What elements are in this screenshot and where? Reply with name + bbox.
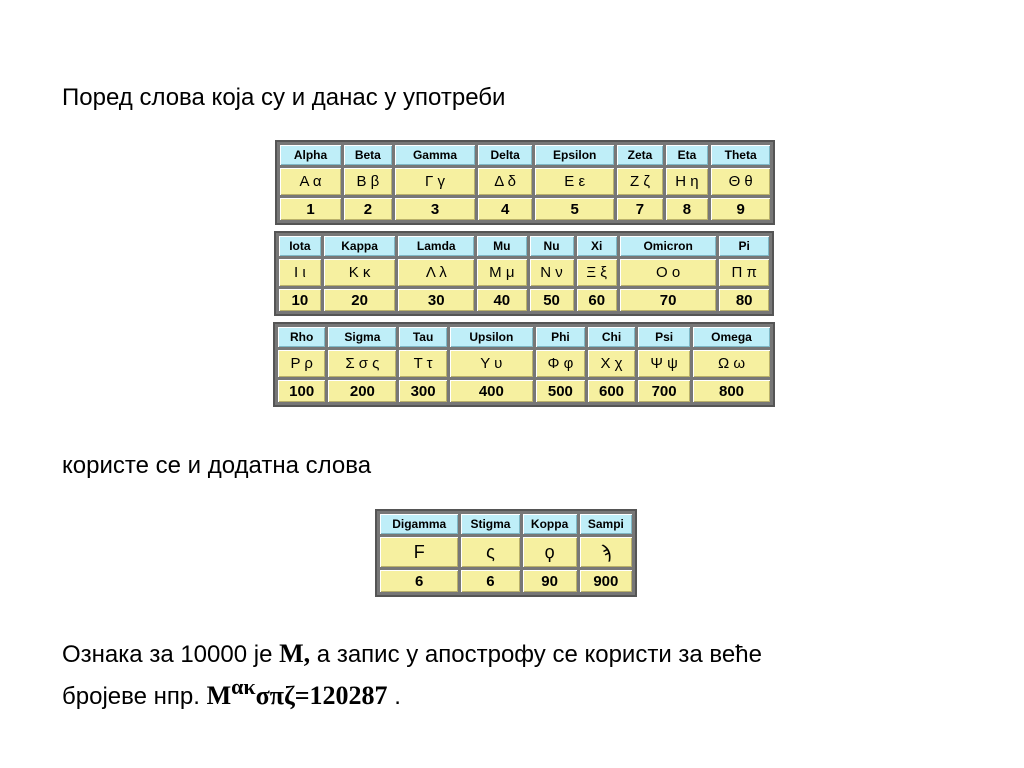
letter-name-cell: Gamma [395, 145, 476, 165]
table-row [278, 350, 770, 377]
letter-glyph-cell: Ρ ρ [278, 350, 325, 377]
table-row [278, 380, 770, 402]
letter-name-cell: Kappa [324, 236, 396, 256]
letter-name-cell: Iota [279, 236, 321, 256]
numeric-value-cell: 1 [280, 198, 341, 220]
numeric-value-cell: 9 [711, 198, 770, 220]
notation-text-b: а запис у апострофу се користи за веће [310, 641, 762, 668]
table-row [380, 514, 632, 534]
letter-glyph-cell: Υ υ [450, 350, 533, 377]
numeric-value-cell: 6 [380, 570, 458, 592]
letter-glyph-cell: Λ λ [398, 259, 474, 286]
greek-table-3 [273, 322, 775, 407]
letter-name-cell: Sigma [328, 327, 396, 347]
letter-glyph-cell: ϡ [580, 537, 632, 567]
letter-name-cell: Koppa [523, 514, 577, 534]
letter-name-cell: Stigma [461, 514, 519, 534]
additional-letters-line: користе се и додатна слова [62, 452, 372, 479]
letter-name-cell: Chi [588, 327, 635, 347]
numeric-value-cell: 8 [666, 198, 709, 220]
intro-line: Поред слова која су и данас у употреби [62, 84, 506, 111]
numeric-value-cell: 200 [328, 380, 396, 402]
letter-name-cell: Upsilon [450, 327, 533, 347]
letter-glyph-cell: Ω ω [693, 350, 770, 377]
example-myriad: М [206, 681, 232, 710]
letter-glyph-cell: Ο ο [620, 259, 716, 286]
letter-name-cell: Epsilon [535, 145, 614, 165]
letter-glyph-cell: Η η [666, 168, 709, 195]
letter-glyph-cell: Χ χ [588, 350, 635, 377]
numeric-value-cell: 6 [461, 570, 519, 592]
letter-name-cell: Zeta [617, 145, 662, 165]
example-text: бројеве нпр. [62, 683, 207, 710]
letter-name-cell: Alpha [280, 145, 341, 165]
letter-glyph-cell: Π π [719, 259, 769, 286]
numeric-value-cell: 300 [399, 380, 446, 402]
letter-glyph-cell: Ε ε [535, 168, 614, 195]
letter-glyph-cell: Δ δ [478, 168, 532, 195]
numeric-value-cell: 20 [324, 289, 396, 311]
numeric-value-cell: 10 [279, 289, 321, 311]
table-row [279, 236, 769, 256]
letter-name-cell: Xi [577, 236, 617, 256]
letter-name-cell: Phi [536, 327, 585, 347]
letter-glyph-cell: Μ μ [477, 259, 526, 286]
numeric-value-cell: 5 [535, 198, 614, 220]
letter-glyph-cell: Τ τ [399, 350, 446, 377]
table-row [279, 259, 769, 286]
letter-glyph-cell: Κ κ [324, 259, 396, 286]
letter-glyph-cell: F [380, 537, 458, 567]
numeric-value-cell: 500 [536, 380, 585, 402]
letter-glyph-cell: ϙ [523, 537, 577, 567]
letter-name-cell: Rho [278, 327, 325, 347]
table-row [380, 570, 632, 592]
letter-name-cell: Lamda [398, 236, 474, 256]
numeric-value-cell: 70 [620, 289, 716, 311]
letter-name-cell: Delta [478, 145, 532, 165]
numeric-value-cell: 4 [478, 198, 532, 220]
table-row [280, 145, 770, 165]
letter-glyph-cell: Ξ ξ [577, 259, 617, 286]
example-superscript: ακ [231, 674, 256, 699]
numeric-value-cell: 900 [580, 570, 632, 592]
numeric-value-cell: 90 [523, 570, 577, 592]
numeric-value-cell: 50 [530, 289, 574, 311]
numeric-value-cell: 60 [577, 289, 617, 311]
numeric-value-cell: 2 [344, 198, 392, 220]
letter-name-cell: Digamma [380, 514, 458, 534]
example-number: σπζ=120287 [255, 681, 388, 710]
notation-text-a: Ознака за 10000 је [62, 641, 280, 668]
letter-glyph-cell: Α α [280, 168, 341, 195]
letter-glyph-cell: ς [461, 537, 519, 567]
letter-name-cell: Omega [693, 327, 770, 347]
letter-glyph-cell: Ψ ψ [638, 350, 690, 377]
letter-name-cell: Pi [719, 236, 769, 256]
letter-name-cell: Eta [666, 145, 709, 165]
table-row [280, 198, 770, 220]
letter-name-cell: Mu [477, 236, 526, 256]
letter-glyph-cell: Ζ ζ [617, 168, 662, 195]
numeric-value-cell: 7 [617, 198, 662, 220]
letter-name-cell: Theta [711, 145, 770, 165]
numeric-value-cell: 40 [477, 289, 526, 311]
letter-glyph-cell: Γ γ [395, 168, 476, 195]
numeric-value-cell: 800 [693, 380, 770, 402]
letter-glyph-cell: Ι ι [279, 259, 321, 286]
notation-line [62, 640, 762, 669]
numeric-value-cell: 3 [395, 198, 476, 220]
numeric-value-cell: 100 [278, 380, 325, 402]
letter-name-cell: Beta [344, 145, 392, 165]
table-row [279, 289, 769, 311]
greek-table-2 [274, 231, 774, 316]
letter-name-cell: Nu [530, 236, 574, 256]
letter-glyph-cell: Θ θ [711, 168, 770, 195]
letter-glyph-cell: Ν ν [530, 259, 574, 286]
letter-glyph-cell: Φ φ [536, 350, 585, 377]
letter-glyph-cell: Β β [344, 168, 392, 195]
myriad-symbol: М, [279, 639, 311, 668]
additional-letters-table [375, 509, 637, 597]
numeric-value-cell: 30 [398, 289, 474, 311]
table-row [380, 537, 632, 567]
letter-name-cell: Sampi [580, 514, 632, 534]
numeric-value-cell: 400 [450, 380, 533, 402]
letter-name-cell: Omicron [620, 236, 716, 256]
letter-name-cell: Psi [638, 327, 690, 347]
example-line [62, 674, 401, 711]
example-end: . [387, 683, 401, 710]
greek-table-1 [275, 140, 775, 225]
letter-glyph-cell: Σ σ ς [328, 350, 396, 377]
letter-name-cell: Tau [399, 327, 446, 347]
numeric-value-cell: 600 [588, 380, 635, 402]
table-row [280, 168, 770, 195]
numeric-value-cell: 80 [719, 289, 769, 311]
table-row [278, 327, 770, 347]
numeric-value-cell: 700 [638, 380, 690, 402]
